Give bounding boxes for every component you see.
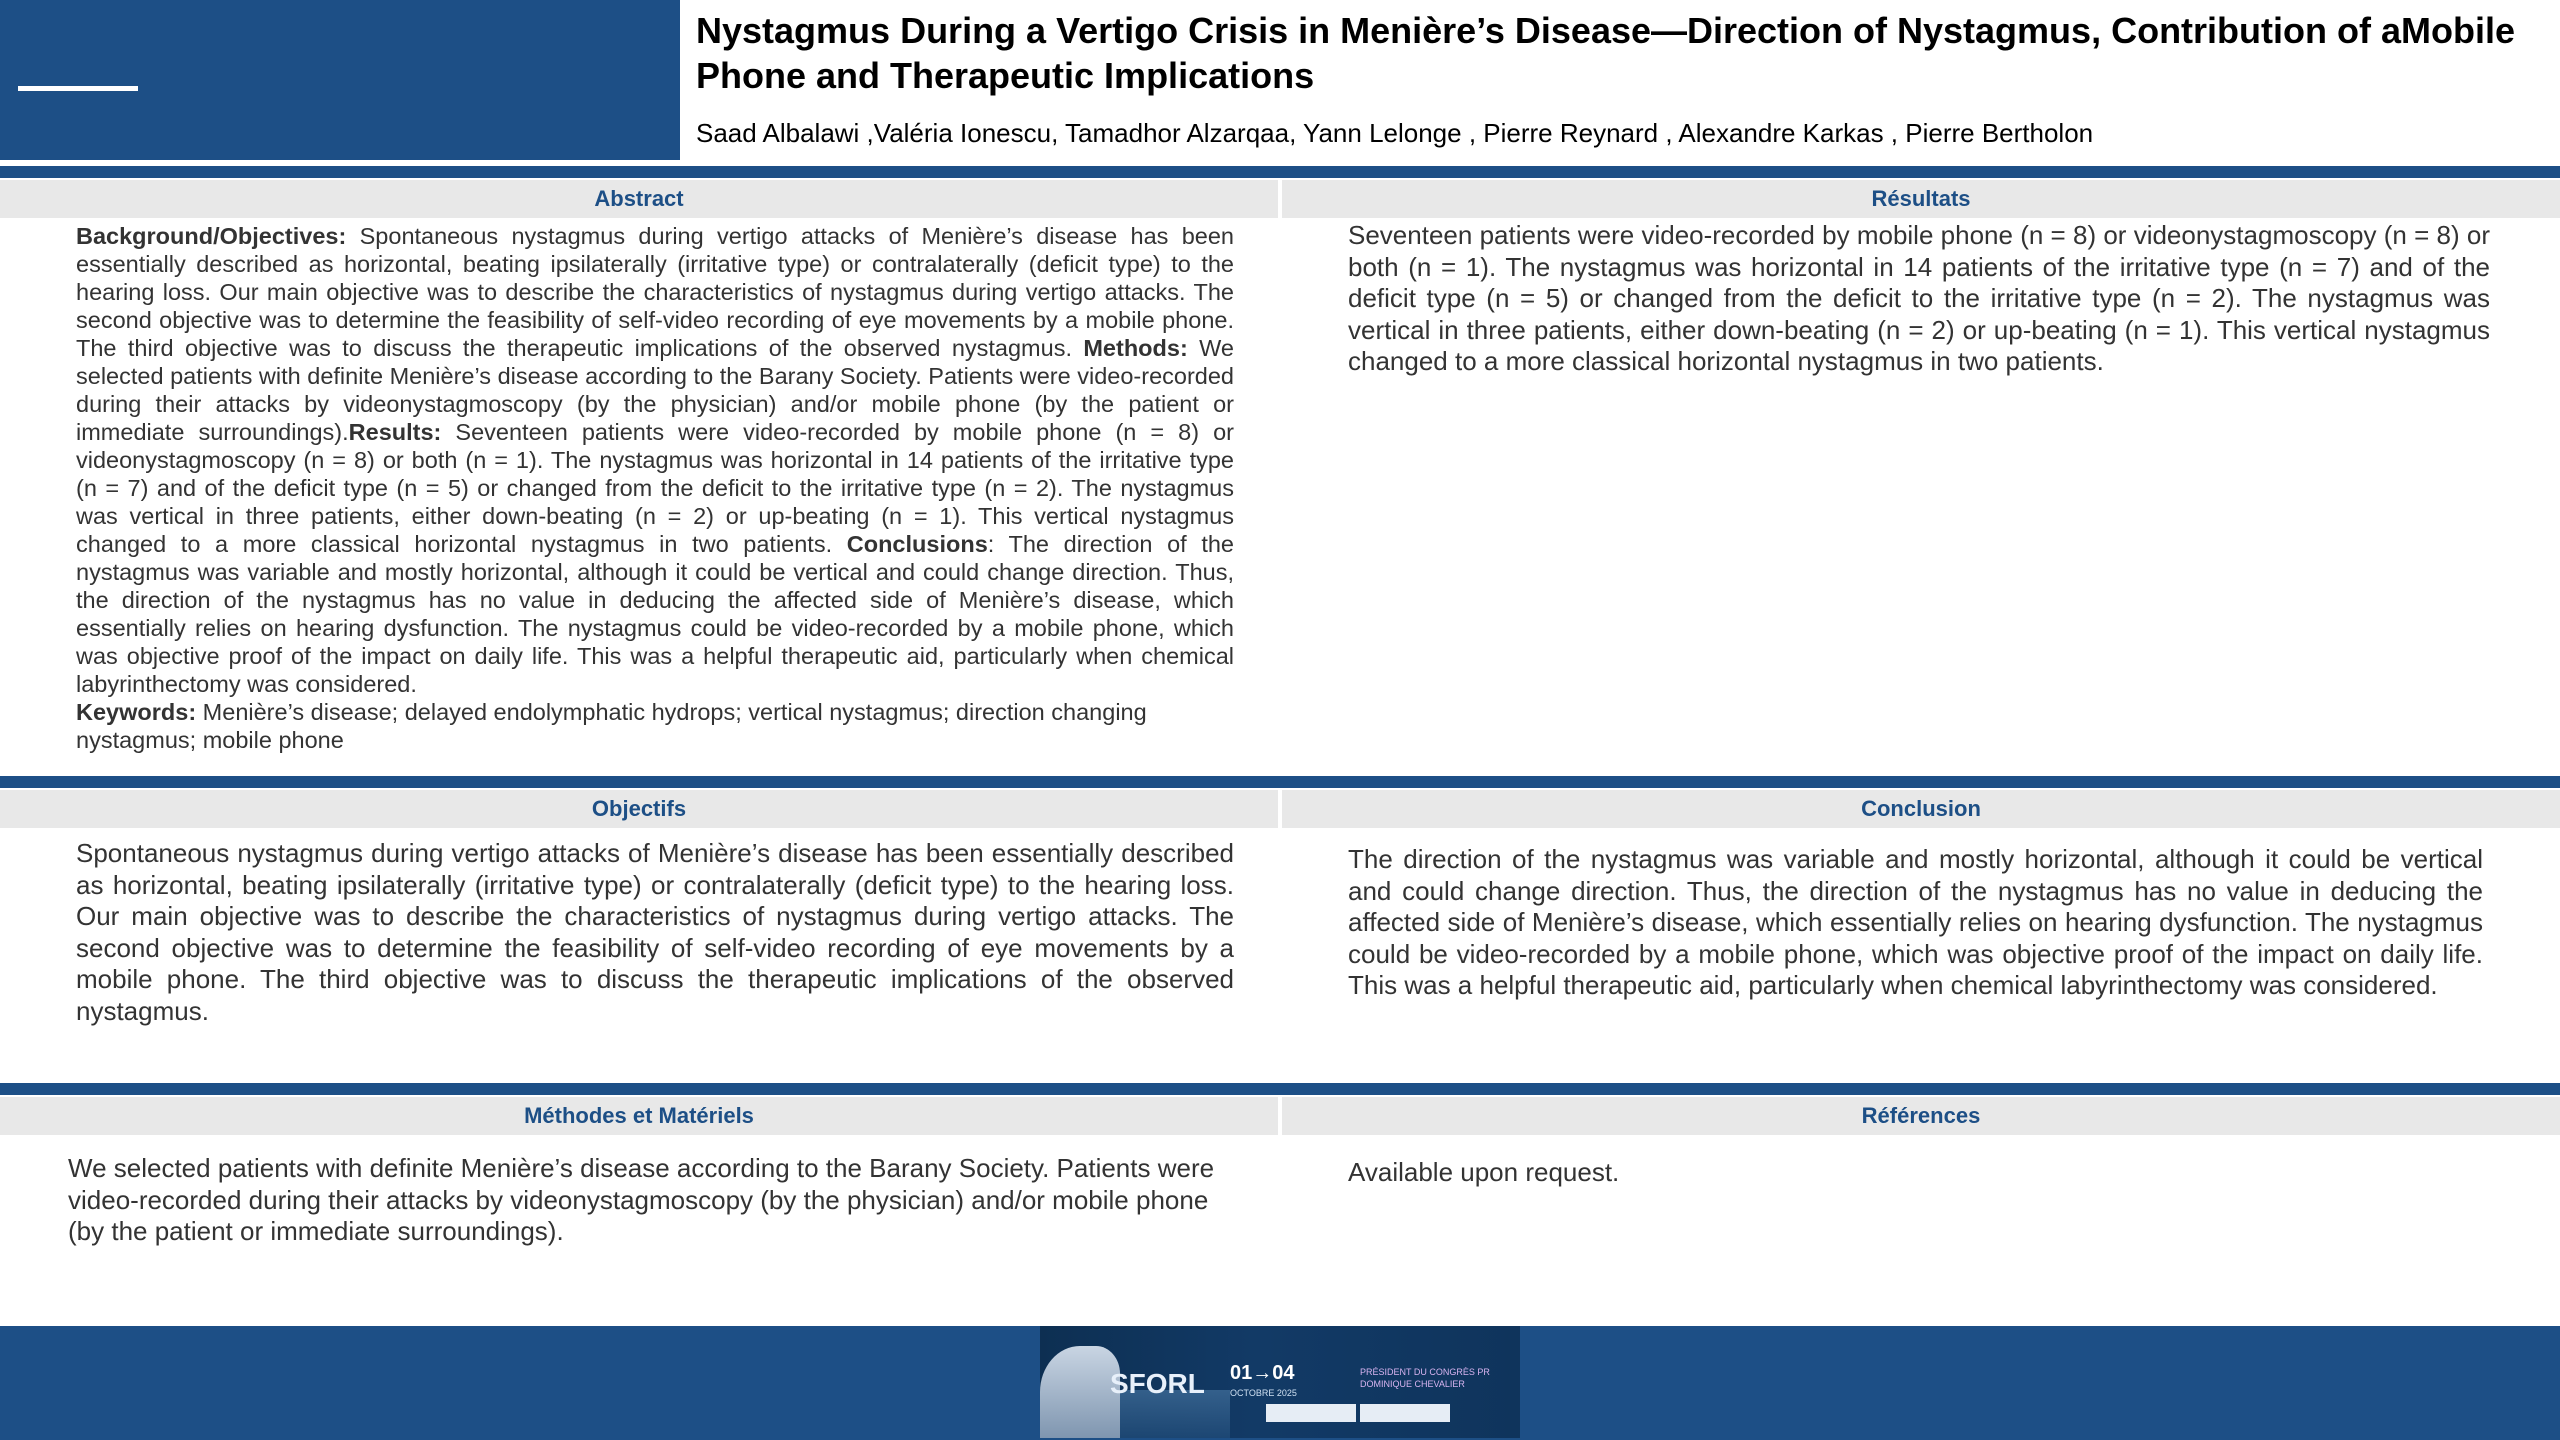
banner-face-silhouette [1040,1346,1120,1438]
resultats-body: Seventeen patients were video-recorded by mobile phone (n = 8) or videonystagmoscopy (n = 8) or both (n = 1). The nystagmus was horizontal in 14 patients of the irritative type (n = 7) and of the deficit type (n = 5) or changed from the deficit to the irritative type (n = 2). The nystagmus was vertical in three patients, either down-beating (n = 2) or up-beating (n = 1). This vertical nystagmus changed to a more classical horizontal nystagmus in two patients. [1348,220,2490,376]
author-list: Saad Albalawi ,Valéria Ionescu, Tamadhor Alzarqaa, Yann Lelonge , Pierre Reynard , Alexandre Karkas , Pierre Bertholon [696,118,2094,148]
section-header-abstract: Abstract [0,180,1278,218]
abstract-results-label: Results: [348,419,442,445]
section-header-methodes: Méthodes et Matériels [0,1097,1278,1135]
congress-banner [1040,1326,1520,1438]
banner-president: PRÉSIDENT DU CONGRÈS PR DOMINIQUE CHEVALIER [1360,1367,1490,1389]
banner-sforl-logo: SFORL [1110,1368,1205,1399]
objectifs-body: Spontaneous nystagmus during vertigo attacks of Menière’s disease has been essentially described as horizontal, beating ipsilaterally (irritative type) or contralaterally (deficit type) to the hearing loss. Our main objective was to describe the characteristics of nystagmus during vertigo attacks. The second objective was to determine the feasibility of self-video recording of eye movements by a mobile phone. The third objective was to discuss the therapeutic implications of the observed nystagmus. [76,838,1234,1026]
section-header-conclusion: Conclusion [1282,790,2560,828]
section-divider-band [0,166,2560,178]
abstract-methods-label: Methods: [1083,335,1188,361]
methodes-body: We selected patients with definite Menière’s disease according to the Barany Society. Patients were video-recorded during their attacks by videonystagmoscopy (by the physician) and/or mobile phone (by the patient or immediate surroundings). [68,1153,1215,1246]
abstract-background-text: Spontaneous nystagmus during vertigo attacks of Menière’s disease has been essentially described as horizontal, beating ipsilaterally (irritative type) or contralaterally (deficit type) to the hearing loss. Our main objective was to describe the characteristics of nystagmus during vertigo attacks. The second objective was to determine the feasibility of self-video recording of eye movements by a mobile phone. The third objective was to discuss the therapeutic implications of the observed nystagmus. [76,223,1234,361]
banner-sponsor-logo [1360,1404,1450,1422]
section-divider-band [0,1083,2560,1095]
abstract-conclusions-label: Conclusions [846,531,988,557]
abstract-keywords-text: Menière’s disease; delayed endolymphatic hydrops; vertical nystagmus; direction changing nystagmus; mobile phone [76,699,1147,753]
abstract-methods-text: We selected patients with definite Menière’s disease according to the Barany Society. Patients were video-recorded during their attacks by videonystagmoscopy (by the physician) and/or mobile phone (by the patient or immediate surroundings). [76,335,1234,445]
abstract-background-label: Background/Objectives: [76,223,347,249]
banner-sponsor-logo [1266,1404,1356,1422]
references-body: Available upon request. [1348,1157,1620,1187]
section-header-resultats: Résultats [1282,180,2560,218]
abstract-results-text: Seventeen patients were video-recorded by mobile phone (n = 8) or videonystagmoscopy (n = 8) or both (n = 1). The nystagmus was horizontal in 14 patients of the irritative type (n = 7) and of the deficit type (n = 5) or changed from the deficit to the irritative type (n = 2). The nystagmus was vertical in three patients, either down-beating (n = 2) or up-beating (n = 1). This vertical nystagmus changed to a more classical horizontal nystagmus in two patients. [76,419,1234,557]
section-header-references: Références [1282,1097,2560,1135]
abstract-keywords-label: Keywords: [76,699,197,725]
banner-month: OCTOBRE 2025 [1230,1388,1297,1398]
header-dash-line [18,86,138,91]
section-header-objectifs: Objectifs [0,790,1278,828]
abstract-keywords [76,698,1234,754]
poster-title: Nystagmus During a Vertigo Crisis in Menière’s Disease—Direction of Nystagmus, Contribution of aMobile Phone and Therapeutic Implications [696,10,2516,96]
banner-dates: 01→04 [1230,1362,1295,1384]
abstract-conclusions-text: : The direction of the nystagmus was variable and mostly horizontal, although it could be vertical and could change direction. Thus, the direction of the nystagmus has no value in deducing the affected side of Menière’s disease, which essentially relies on hearing dysfunction. The nystagmus could be video-recorded by a mobile phone, which was objective proof of the impact on daily life. This was a helpful therapeutic aid, particularly when chemical labyrinthectomy was considered. [76,531,1234,697]
header-color-block [0,0,680,160]
conclusion-body: The direction of the nystagmus was variable and mostly horizontal, although it could be vertical and could change direction. Thus, the direction of the nystagmus has no value in deducing the affected side of Menière’s disease, which essentially relies on hearing dysfunction. The nystagmus could be video-recorded by a mobile phone, which was objective proof of the impact on daily life. This was a helpful therapeutic aid, particularly when chemical labyrinthectomy was considered. [1348,844,2483,1000]
abstract-body [76,222,1234,754]
section-divider-band [0,776,2560,788]
